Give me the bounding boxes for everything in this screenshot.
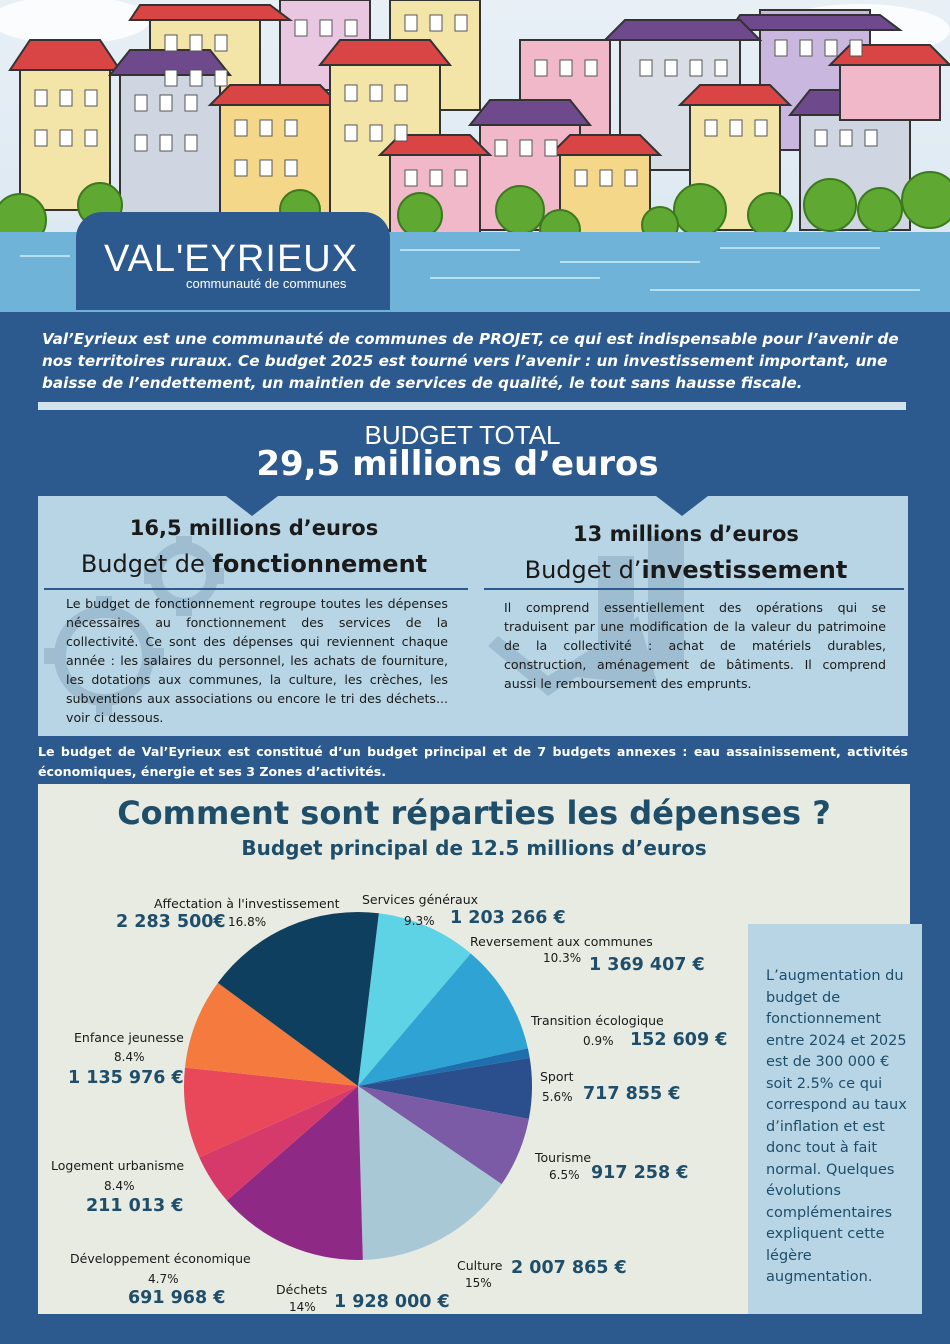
notch-right	[656, 496, 708, 516]
repartition-title: Comment sont réparties les dépenses ?	[117, 794, 831, 832]
percent-services-generaux: 9.3%	[404, 914, 435, 928]
amount-affectation: 2 283 500€	[116, 912, 226, 932]
investissement-underline	[484, 588, 904, 590]
label-dechets: Déchets	[276, 1282, 328, 1297]
percent-logement: 8.4%	[104, 1179, 135, 1193]
divider	[38, 402, 906, 410]
brand-name: VAL'EYRIEUX	[104, 238, 359, 280]
percent-developpement: 4.7%	[148, 1272, 179, 1286]
investissement-label	[484, 556, 888, 584]
label-tourisme: Tourisme	[535, 1150, 592, 1165]
amount-tourisme: 917 258 €	[591, 1163, 689, 1183]
header-illustration	[0, 0, 950, 312]
investissement-prefix: Budget d’	[524, 556, 642, 584]
fonctionnement-label	[54, 550, 454, 578]
amount-transition: 152 609 €	[630, 1030, 728, 1050]
investissement-text: Il comprend essentiellement des opérations qui se traduisent par une modification de la valeur du patrimoine de la collectivité : achat de matériels durables, construction, aménagement de bâtiments. Il comprend aussi le remboursement des emprunts.	[504, 600, 886, 691]
percent-reversement: 10.3%	[543, 951, 582, 965]
percent-culture: 15%	[465, 1276, 492, 1290]
repartition-subtitle: Budget principal de 12.5 millions d’euros	[241, 836, 707, 860]
annexes-text: Le budget de Val’Eyrieux est constitué d’un budget principal et de 7 budgets annexes : eau assainissement, activités économiques, énergie et ses 3 Zones d’activités.	[38, 744, 908, 779]
label-developpement: Développement économique	[70, 1251, 251, 1266]
label-affectation: Affectation à l'investissement	[154, 896, 340, 911]
side-note-box	[748, 924, 922, 1314]
intro-text: Val’Eyrieux est une communauté de communes de PROJET, ce qui est indispensable pour l’avenir de nos territoires ruraux. Ce budget 2025 est tourné vers l’avenir : un investissement important, une baisse de l’endettement, un maintien de services de qualité, le tout sans hausse fiscale.	[42, 330, 899, 392]
budget-panel	[38, 496, 908, 736]
fonctionnement-amount: 16,5 millions d’euros	[129, 516, 379, 540]
label-logement: Logement urbanisme	[51, 1158, 185, 1173]
investissement-emphasis: investissement	[641, 556, 848, 584]
amount-reversement: 1 369 407 €	[589, 955, 705, 975]
percent-affectation: 16.8%	[228, 915, 267, 929]
brand-tagline: communauté de communes	[186, 276, 347, 291]
amount-enfance: 1 135 976 €	[68, 1068, 184, 1088]
percent-enfance: 8.4%	[114, 1050, 145, 1064]
label-culture: Culture	[457, 1258, 503, 1273]
side-note-text: L’augmentation du budget de fonctionnement entre 2024 et 2025 est de 300 000 € soit 2.5% ce qui correspond au taux d’inflation et est donc tout à fait normal. Quelques évolutions complémentaires expliquent cette légère augmentation.	[766, 968, 907, 1285]
percent-dechets: 14%	[289, 1300, 316, 1314]
budget-total-value: 29,5 millions d’euros	[256, 444, 659, 484]
fonctionnement-emphasis: fonctionnement	[212, 550, 428, 578]
amount-services-generaux: 1 203 266 €	[450, 908, 566, 928]
amount-sport: 717 855 €	[583, 1084, 681, 1104]
fonctionnement-text: Le budget de fonctionnement regroupe toutes les dépenses nécessaires au fonctionnement des services de la collectivité. Ce sont des dépenses qui reviennent chaque année : les salaires du personnel, les achats de fourniture, les dotations aux communes, la culture, les crèches, les subventions aux associations ou encore le tri des déchets... voir ci dessous.	[66, 596, 448, 725]
amount-logement: 211 013 €	[86, 1196, 184, 1216]
fonctionnement-prefix: Budget de	[80, 550, 213, 578]
brand-logo	[76, 212, 390, 310]
label-transition: Transition écologique	[531, 1013, 664, 1028]
investissement-amount: 13 millions d’euros	[573, 522, 799, 546]
label-enfance: Enfance jeunesse	[74, 1030, 184, 1045]
percent-tourisme: 6.5%	[549, 1168, 580, 1182]
percent-sport: 5.6%	[542, 1090, 573, 1104]
budget-total-label: BUDGET TOTAL	[364, 420, 561, 450]
pie-chart	[180, 908, 536, 1264]
label-services-generaux: Services généraux	[362, 892, 479, 907]
notch-left	[226, 496, 278, 516]
label-sport: Sport	[540, 1069, 574, 1084]
percent-transition: 0.9%	[583, 1034, 614, 1048]
amount-dechets: 1 928 000 €	[334, 1292, 450, 1312]
label-reversement: Reversement aux communes	[470, 934, 653, 949]
fonctionnement-underline	[44, 588, 468, 590]
amount-developpement: 691 968 €	[128, 1288, 226, 1308]
amount-culture: 2 007 865 €	[511, 1258, 627, 1278]
